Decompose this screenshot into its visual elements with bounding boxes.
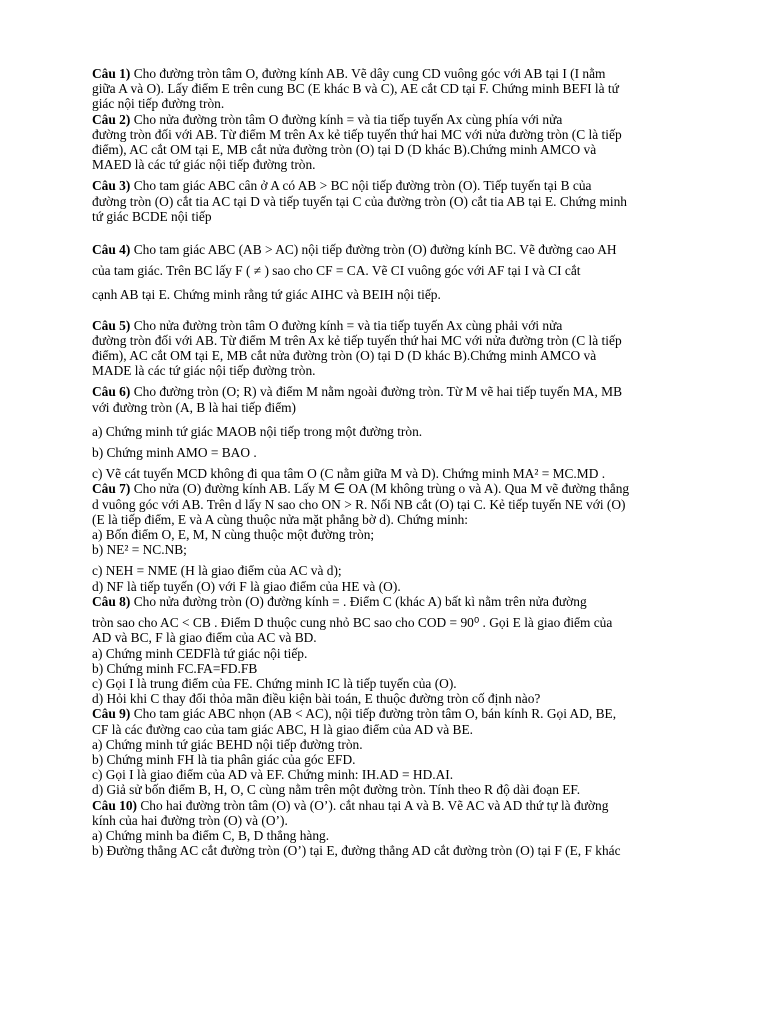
problem-3-line-1: Câu 3) Cho tam giác ABC cân ở A có AB > BC nội tiếp đường tròn (O). Tiếp tuyến tại B của — [92, 178, 592, 194]
problem-4-line-1: Câu 4) Cho tam giác ABC (AB > AC) nội tiếp đường tròn (O) đường kính BC. Vẽ đường cao AH — [92, 242, 617, 258]
problem-6-number: Câu 6) — [92, 384, 131, 400]
problem-6-part-a: a) Chứng minh tứ giác MAOB nội tiếp trong một đường tròn. — [92, 423, 423, 439]
problem-5-line-2: đường tròn đối với AB. Từ điểm M trên Ax kẻ tiếp tuyến thứ hai MC với nửa đường tròn (C là tiếp — [92, 332, 622, 348]
problem-7-part-b: b) NE² = NC.NB; — [92, 542, 187, 558]
problem-6-line-1: Câu 6) Cho đường tròn (O; R) và điểm M nằm ngoài đường tròn. Từ M vẽ hai tiếp tuyến MA, MB — [92, 384, 623, 400]
problem-8-part-b: b) Chứng minh FC.FA=FD.FB — [92, 660, 258, 676]
problem-7-line-3: (E là tiếp điểm, E và A cùng thuộc nửa mặt phẳng bờ d). Chứng minh: — [92, 511, 469, 527]
problem-8-line-2: tròn sao cho AC < CB . Điểm D thuộc cung nhỏ BC sao cho COD = 90⁰ . Gọi E là giao điểm của — [92, 615, 613, 631]
problem-9-part-c: c) Gọi I là giao điểm của AD và EF. Chứng minh: IH.AD = HD.AI. — [92, 767, 454, 783]
problem-1-number: Câu 1) — [92, 66, 131, 81]
problem-1-line-1: Câu 1) Cho đường tròn tâm O, đường kính AB. Vẽ dây cung CD vuông góc với AB tại I (I nằm — [92, 66, 606, 81]
problem-4-number: Câu 4) — [92, 242, 131, 258]
problem-3-line-2: đường tròn (O) cắt tia AC tại D và tiếp tuyến tại C của đường tròn (O) cắt tia AB tại E. Chứng minh — [92, 193, 628, 209]
problem-2-line-2: đường tròn đối với AB. Từ điểm M trên Ax kẻ tiếp tuyến thứ hai MC với nửa đường tròn (C là tiếp — [92, 126, 622, 142]
problem-2-line-3: điểm), AC cắt OM tại E, MB cắt nửa đường tròn (O) tại D (D khác B).Chứng minh AMCO và — [92, 142, 597, 158]
problem-8-part-a: a) Chứng minh CEDFlà tứ giác nội tiếp. — [92, 645, 308, 661]
problem-8-line-1: Câu 8) Cho nửa đường tròn (O) đường kính = . Điểm C (khác A) bất kì nằm trên nửa đường — [92, 593, 587, 609]
problem-5-line-1: Câu 5) Cho nửa đường tròn tâm O đường kính = và tia tiếp tuyến Ax cùng phải với nửa — [92, 317, 563, 333]
problem-5-number: Câu 5) — [92, 317, 131, 333]
document-page — [92, 66, 714, 858]
problem-2-line-4: MAED là các tứ giác nội tiếp đường tròn. — [92, 157, 316, 173]
problem-3-number: Câu 3) — [92, 178, 131, 194]
problem-7-part-d: d) NF là tiếp tuyến (O) với F là giao điểm của HE và (O). — [92, 578, 401, 594]
problem-10-number: Câu 10) — [92, 797, 138, 813]
problem-4-line-2: của tam giác. Trên BC lấy F ( ≠ ) sao cho CF = CA. Vẽ CI vuông góc với AF tại I và CI cắt — [92, 263, 581, 279]
problem-7-line-1: Câu 7) Cho nửa (O) đường kính AB. Lấy M ∈ OA (M không trùng o và A). Qua M vẽ đường thẳng — [92, 481, 630, 497]
problem-8-line-3: AD và BC, F là giao điểm của AC và BD. — [92, 630, 317, 646]
problem-6-line-2: với đường tròn (A, B là hai tiếp điểm) — [92, 399, 297, 415]
problem-8-part-d: d) Hỏi khi C thay đổi thỏa mãn điều kiện bài toán, E thuộc đường tròn cố định nào? — [92, 691, 541, 707]
problem-7-part-a: a) Bốn điểm O, E, M, N cùng thuộc một đường tròn; — [92, 527, 375, 543]
problem-7-number: Câu 7) — [92, 481, 131, 497]
problem-1-line-2: giữa A và O). Lấy điểm E trên cung BC (E khác B và C), AE cắt CD tại F. Chứng minh BEFI là tứ — [92, 81, 619, 97]
problem-9-part-a: a) Chứng minh tứ giác BEHD nội tiếp đường tròn. — [92, 736, 363, 752]
problem-10-part-a: a) Chứng minh ba điểm C, B, D thẳng hàng. — [92, 827, 330, 843]
problem-9-part-b: b) Chứng minh FH là tia phân giác của góc EFD. — [92, 751, 356, 767]
problem-7-line-2: d vuông góc với AB. Trên d lấy N sao cho ON > R. Nối NB cắt (O) tại C. Kẻ tiếp tuyến NE với (O) — [92, 496, 626, 512]
problem-6-part-b: b) Chứng minh AMO = BAO . — [92, 445, 257, 461]
problem-6-part-c: c) Vẽ cát tuyến MCD không đi qua tâm O (C nằm giữa M và D). Chứng minh MA² = MC.MD . — [92, 466, 606, 482]
problem-10-part-b: b) Đường thẳng AC cắt đường tròn (O’) tại E, đường thẳng AD cắt đường tròn (O) tại F (E, F khác — [92, 843, 621, 859]
problem-7-part-c: c) NEH = NME (H là giao điểm của AC và d); — [92, 563, 342, 579]
problem-9-line-2: CF là các đường cao của tam giác ABC, H là giao điểm của AD và BE. — [92, 721, 473, 737]
problem-3-line-3: tứ giác BCDE nội tiếp — [92, 208, 212, 224]
problem-9-number: Câu 9) — [92, 706, 131, 722]
problem-9-part-d: d) Giả sử bốn điểm B, H, O, C cùng nằm trên một đường tròn. Tính theo R độ dài đoạn EF. — [92, 782, 581, 798]
problem-5-line-3: điểm), AC cắt OM tại E, MB cắt nửa đường tròn (O) tại D (D khác B).Chứng minh AMCO và — [92, 348, 597, 364]
problem-2-line-1: Câu 2) Cho nửa đường tròn tâm O đường kính = và tia tiếp tuyến Ax cùng phía với nửa — [92, 111, 563, 127]
problem-8-number: Câu 8) — [92, 593, 131, 609]
problem-2-number: Câu 2) — [92, 111, 131, 127]
problem-8-part-c: c) Gọi I là trung điểm của FE. Chứng minh IC là tiếp tuyến của (O). — [92, 675, 457, 691]
problem-9-line-1: Câu 9) Cho tam giác ABC nhọn (AB < AC), nội tiếp đường tròn tâm O, bán kính R. Gọi AD, BE, — [92, 706, 617, 722]
problem-4-line-3: cạnh AB tại E. Chứng minh rằng tứ giác AIHC và BEIH nội tiếp. — [92, 287, 441, 303]
problem-10-line-1: Câu 10) Cho hai đường tròn tâm (O) và (O’). cắt nhau tại A và B. Vẽ AC và AD thứ tự là đường — [92, 797, 609, 813]
problem-1-line-3: giác nội tiếp đường tròn. — [92, 96, 225, 112]
problem-5-line-4: MADE là các tứ giác nội tiếp đường tròn. — [92, 363, 316, 379]
problem-10-line-2: kính của hai đường tròn (O) và (O’). — [92, 812, 288, 828]
